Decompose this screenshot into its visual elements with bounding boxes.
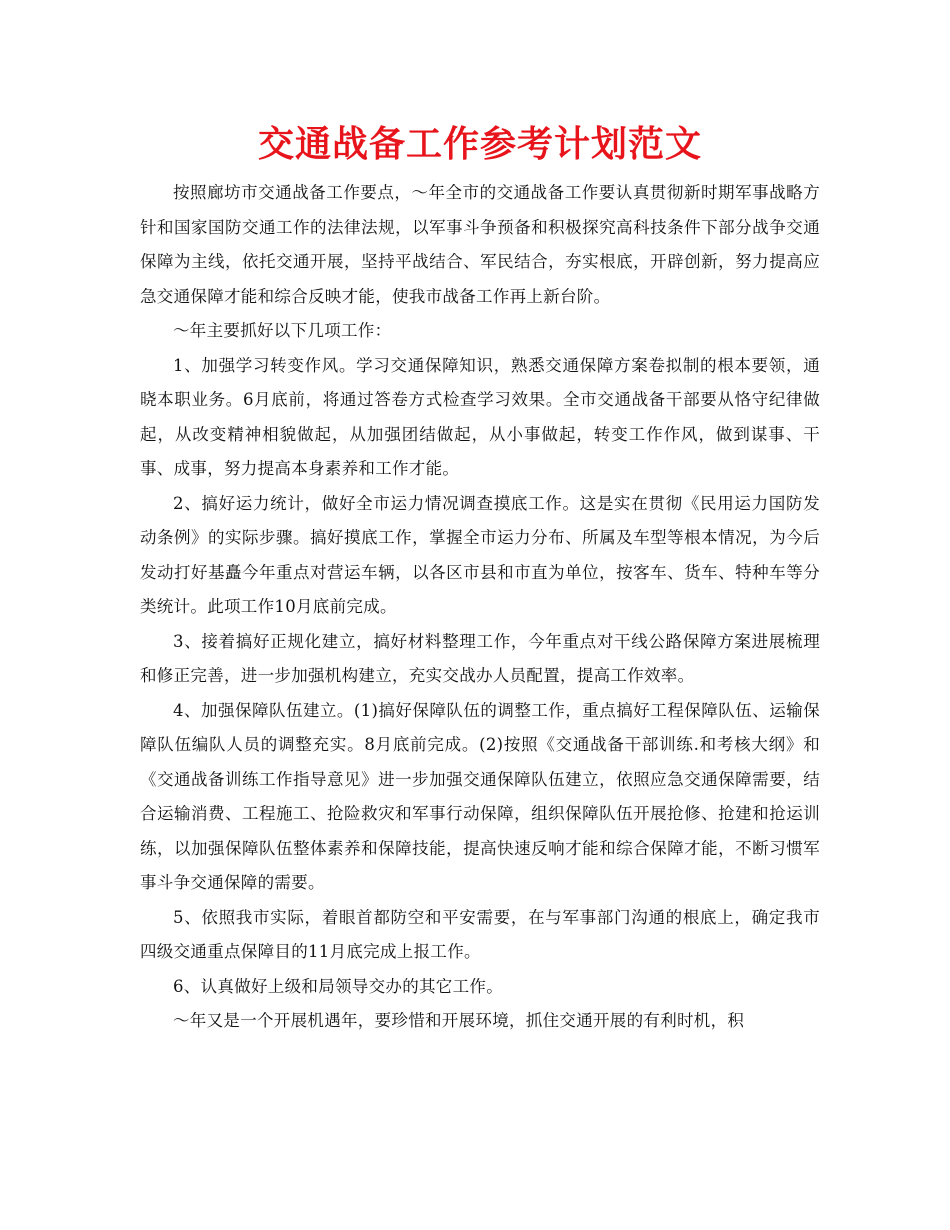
paragraph-item-6: 6、认真做好上级和局领导交办的其它工作。 xyxy=(173,976,503,996)
paragraph-intro: 按照廊坊市交通战备工作要点，～年全市的交通战备工作要认真贯彻新时期军事战略方针和国家国防交通工作的法律法规，以军事斗争预备和积极探究高科技条件下部分战争交通保障为主线，依托交通开展，坚持平战结合、军民结合，夯实根底，开辟创新，努力提高应急交通保障才能和综合反映才能，使我市战备工作再上新台阶。 xyxy=(140,183,820,306)
paragraph-closing: ～年又是一个开展机遇年，要珍惜和开展环境，抓住交通开展的有利时机，积 xyxy=(173,1011,745,1030)
paragraph-item-3: 3、接着搞好正规化建立，搞好材料整理工作，今年重点对干线公路保障方案进展梳理和修正完善，进一步加强机构建立，充实交战办人员配置，提高工作效率。 xyxy=(140,631,820,685)
paragraph-overview: ～年主要抓好以下几项工作： xyxy=(173,321,392,340)
paragraph-item-1: 1、加强学习转变作风。学习交通保障知识，熟悉交通保障方案卷拟制的根本要领，通晓本职业务。6月底前，将通过答卷方式检查学习效果。全市交通战备干部要从恪守纪律做起，从改变精神相貌做起，从加强团结做起，从小事做起，转变工作作风，做到谋事、干事、成事，努力提高本身素养和工作才能。 xyxy=(140,355,820,478)
paragraph-item-5: 5、依照我市实际，着眼首都防空和平安需要，在与军事部门沟通的根底上，确定我市四级交通重点保障目的11月底完成上报工作。 xyxy=(140,907,820,961)
paragraph-item-4: 4、加强保障队伍建立。(1)搞好保障队伍的调整工作，重点搞好工程保障队伍、运输保障队伍编队人员的调整充实。8月底前完成。(2)按照《交通战备干部训练.和考核大纲》和《交通战备训练工作指导意见》进一步加强交通保障队伍建立，依照应急交通保障需要，结合运输消费、工程施工、抢险救灾和军事行动保障，组织保障队伍开展抢修、抢建和抢运训练，以加强保障队伍整体素养和保障技能，提高快速反响才能和综合保障才能，不断习惯军事斗争交通保障的需要。 xyxy=(140,700,820,892)
document-title: 交通战备工作参考计划范文 xyxy=(257,123,702,165)
paragraph-item-2: 2、搞好运力统计，做好全市运力情况调查摸底工作。这是实在贯彻《民用运力国防发动条例》的实际步骤。搞好摸底工作，掌握全市运力分布、所属及车型等根本情况，为今后发动打好基矗今年重点对营运车辆，以各区市县和市直为单位，按客车、货车、特种车等分类统计。此项工作10月底前完成。 xyxy=(140,493,820,616)
